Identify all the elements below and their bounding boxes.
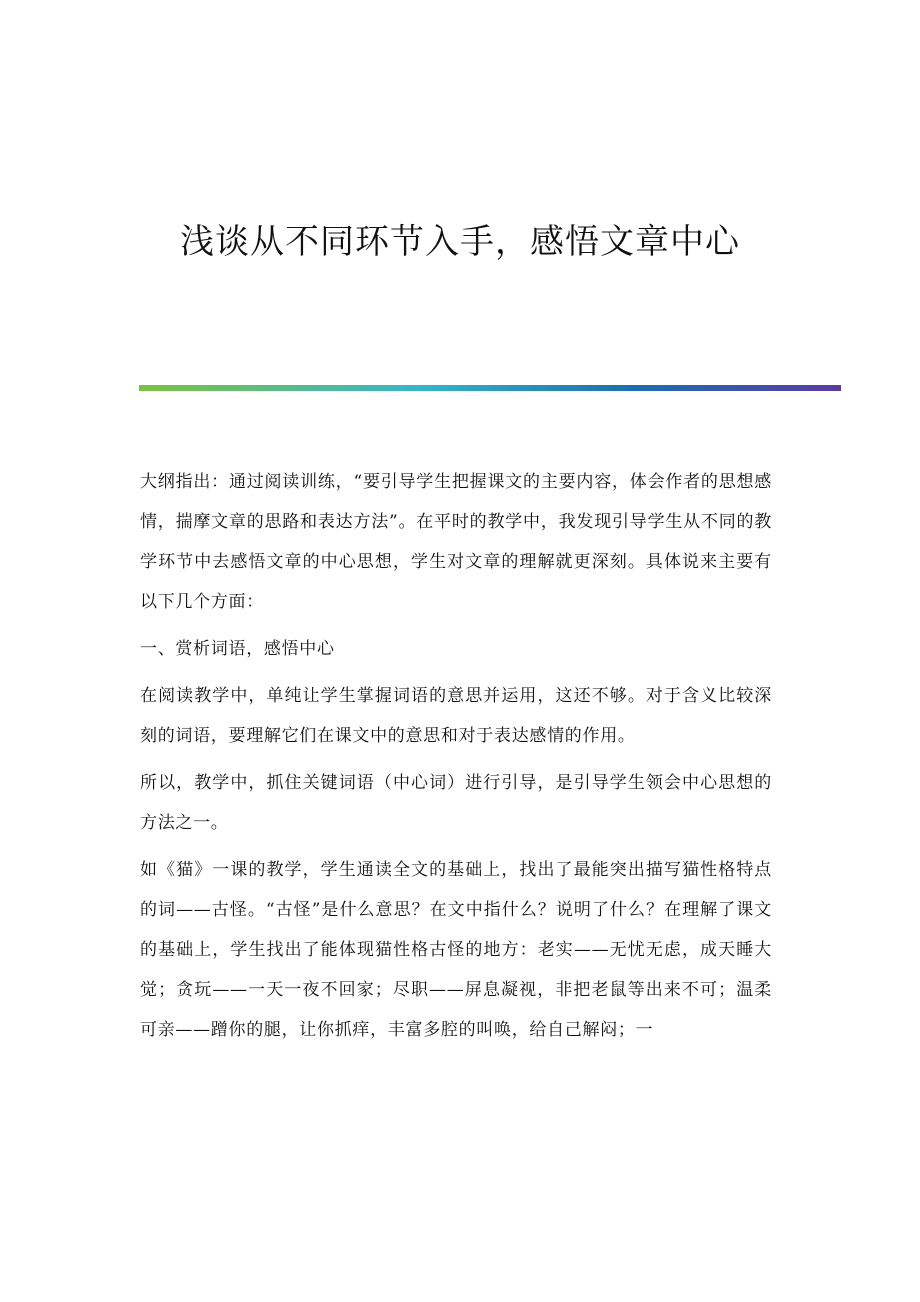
title-divider	[139, 385, 841, 391]
section-heading: 一、赏析词语，感悟中心	[140, 639, 335, 659]
paragraph: 如《猫》一课的教学，学生通读全文的基础上，找出了最能突出描写猫性格特点的词——古怪。“古怪”是什么意思？在文中指什么？说明了什么？在理解了课文的基础上，学生找出了能体现猫性格古怪的地方：老实——无忧无虑，成天睡大觉；贪玩——一天一夜不回家；尽职——屏息凝视，非把老鼠等出来不可；温柔可亲——蹭你的腿，让你抓痒，丰富多腔的叫唤，给自己解闷；一	[140, 860, 772, 1040]
paragraph: 所以，教学中，抓住关键词语（中心词）进行引导，是引导学生领会中心思想的方法之一。	[140, 773, 772, 833]
document-body	[140, 462, 772, 1057]
paragraph-intro: 大纲指出：通过阅读训练，“要引导学生把握课文的主要内容，体会作者的思想感情，揣摩文章的思路和表达方法”。在平时的教学中，我发现引导学生从不同的教学环节中去感悟文章的中心思想，学生对文章的理解就更深刻。具体说来主要有以下几个方面：	[140, 472, 772, 612]
document-title: 浅谈从不同环节入手，感悟文章中心	[180, 222, 740, 262]
paragraph: 在阅读教学中，单纯让学生掌握词语的意思并运用，这还不够。对于含义比较深刻的词语，要理解它们在课文中的意思和对于表达感情的作用。	[140, 686, 772, 746]
